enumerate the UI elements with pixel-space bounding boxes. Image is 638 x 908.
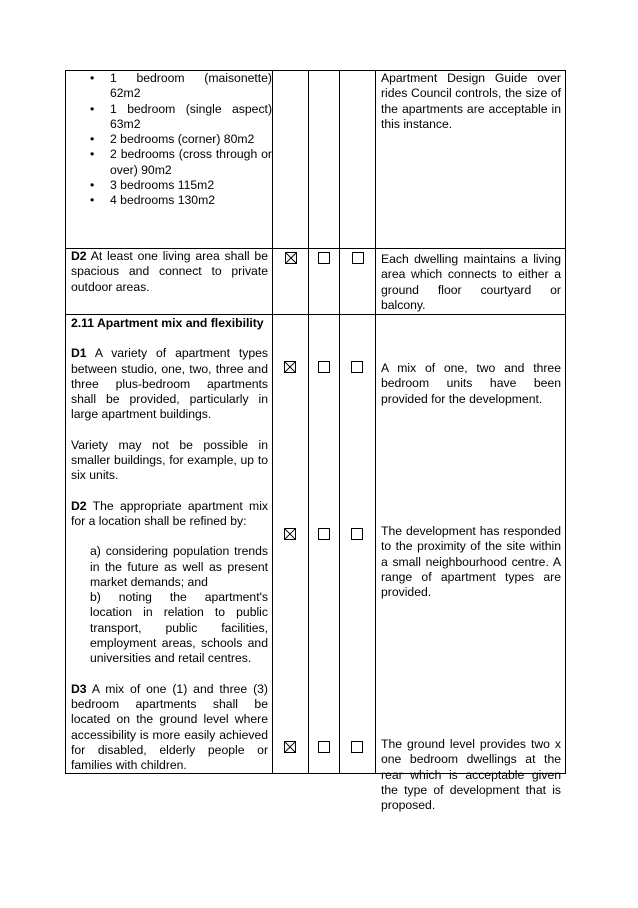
comment-text: The ground level provides two x one bedroom dwellings at the rear which is acceptable given the type of development that is proposed. <box>381 737 561 813</box>
checked-checkbox-icon[interactable] <box>284 741 296 753</box>
compliance-table <box>65 70 566 813</box>
checked-checkbox-icon[interactable] <box>284 528 296 540</box>
table-row <box>66 315 566 774</box>
control-code: D3 <box>71 681 87 696</box>
no-cell <box>309 315 340 774</box>
comment-text: The development has responded to the proximity of the site within a small neighbourhood centre. A range of apartment types are provided. <box>381 524 561 600</box>
control-text: A mix of one (1) and three (3) bedroom apartments shall be located on the ground level where accessibility is more easily achieved for disabled, elderly people or families with children. <box>71 681 268 773</box>
comment-cell <box>376 71 566 249</box>
control-text: At least one living area shall be spacious and connect to private outdoor areas. <box>71 249 268 294</box>
checkbox-icon[interactable] <box>318 741 330 753</box>
list-item: • 1 bedroom (single aspect) 63m2 <box>66 102 272 133</box>
requirement-cell <box>66 71 273 249</box>
list-item: • 3 bedrooms 115m2 <box>66 178 272 193</box>
yes-cell <box>273 71 309 249</box>
control-code: D1 <box>71 346 87 361</box>
control-code: D2 <box>71 498 87 513</box>
control-text: The appropriate apartment mix for a location shall be refined by: <box>71 498 268 528</box>
no-cell <box>309 249 340 315</box>
na-cell <box>340 315 376 774</box>
checked-checkbox-icon[interactable] <box>284 361 296 373</box>
requirement-d2 <box>66 249 272 295</box>
control-text: A variety of apartment types between studio, one, two, three and three plus-bedroom apartments shall be provided, particularly in large apartment buildings. <box>71 346 268 422</box>
requirement-item-a: a) considering population trends in the future as well as present market demands; and <box>90 544 268 589</box>
table-row <box>66 71 566 249</box>
comment-text: Apartment Design Guide over rides Council controls, the size of the apartments are acceptable in this instance. <box>381 71 561 131</box>
requirement-item-b: b) noting the apartment's location in relation to public transport, public facilities, employment areas, schools and universities and retail centres. <box>90 590 268 666</box>
section-heading: 2.11 Apartment mix and flexibility <box>71 316 264 330</box>
control-code: D2 <box>71 249 87 263</box>
list-item: • 1 bedroom (maisonette) 62m2 <box>66 71 272 102</box>
list-item: • 4 bedrooms 130m2 <box>66 193 272 208</box>
checkbox-icon[interactable] <box>318 361 330 373</box>
checkbox-icon[interactable] <box>351 741 363 753</box>
list-item: • 2 bedrooms (corner) 80m2 <box>66 132 272 147</box>
checkbox-icon[interactable] <box>351 361 363 373</box>
bedroom-size-list <box>66 71 272 209</box>
requirement-d3 <box>66 682 272 774</box>
no-cell <box>309 71 340 249</box>
yes-cell <box>273 249 309 315</box>
comment-text: A mix of one, two and three bedroom units have been provided for the development. <box>381 361 561 406</box>
requirement-note: Variety may not be possible in smaller buildings, for example, up to six units. <box>71 437 268 483</box>
table-row <box>66 249 566 315</box>
requirement-cell <box>66 249 273 315</box>
comment-cell <box>376 315 566 813</box>
requirement-d1 <box>66 346 272 422</box>
checkbox-icon[interactable] <box>351 528 363 540</box>
checkbox-icon[interactable] <box>352 252 364 264</box>
checkbox-icon[interactable] <box>318 528 330 540</box>
requirement-d2 <box>66 499 272 530</box>
checkbox-icon[interactable] <box>318 252 330 264</box>
na-cell <box>340 71 376 249</box>
yes-cell <box>273 315 309 774</box>
checked-checkbox-icon[interactable] <box>285 252 297 264</box>
comment-text: Each dwelling maintains a living area which connects to either a ground floor courtyard or balcony. <box>381 252 561 312</box>
requirement-cell <box>66 315 273 774</box>
list-item: • 2 bedrooms (cross through or over) 90m2 <box>66 147 272 178</box>
na-cell <box>340 249 376 315</box>
comment-cell <box>376 249 566 315</box>
